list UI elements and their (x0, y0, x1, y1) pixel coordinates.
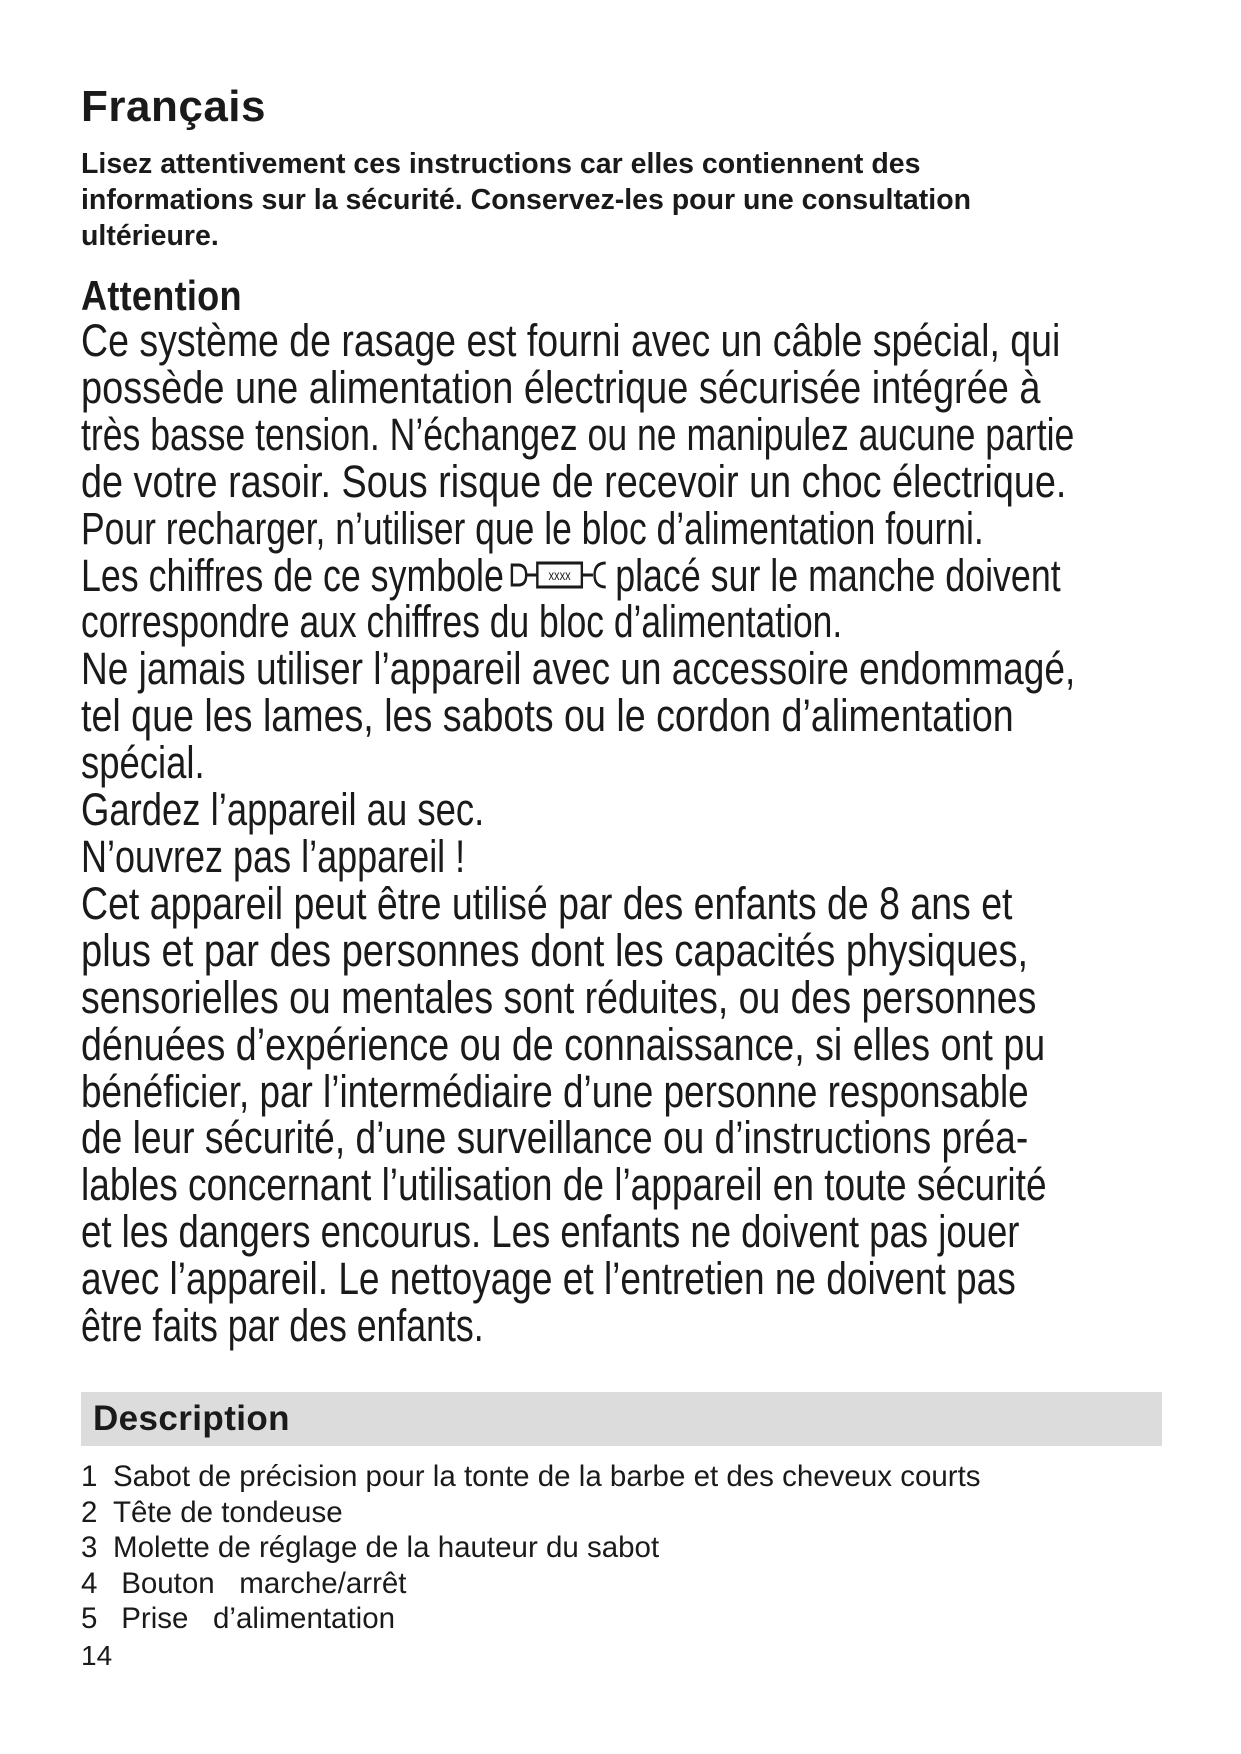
body-line-with-symbol (81, 549, 1061, 601)
intro-line: Lisez attentivement ces instructions car elles contiennent des (81, 148, 921, 180)
item-text: Sabot de précision pour la tonte de la barbe et des cheveux courts (113, 1460, 981, 1493)
body-line: bénéficier, par l’intermédiaire d’une personne responsable (81, 1065, 1029, 1117)
item-number: 3 (81, 1531, 98, 1565)
description-list (81, 1459, 981, 1637)
body-line: avec l’appareil. Le nettoyage et l’entretien ne doivent pas (81, 1253, 1016, 1305)
symbol-line-after: placé sur le manche doivent (615, 549, 1061, 601)
list-item (81, 1495, 981, 1531)
symbol-line-before: Les chiffres de ce symbole (81, 549, 504, 601)
item-number: 2 (81, 1495, 98, 1529)
body-line: correspondre aux chiffres du bloc d’alimentation. (81, 596, 843, 648)
attention-body (81, 315, 1171, 1352)
list-item (81, 1459, 981, 1495)
item-text: Bouton marche/arrêt (113, 1566, 407, 1600)
body-line: possède une alimentation électrique sécurisée intégrée à (81, 361, 1041, 413)
description-header-band (81, 1392, 1162, 1446)
body-line: sensorielles ou mentales sont réduites, ou des personnes (81, 971, 1037, 1023)
page-number: 14 (81, 1640, 113, 1671)
intro-paragraph (81, 146, 1161, 254)
body-line: très basse tension. N’échangez ou ne manipulez aucune partie (81, 408, 1075, 460)
body-line: tel que les lames, les sabots ou le cordon d’alimentation (81, 690, 1014, 742)
intro-line: ultérieure. (81, 220, 219, 252)
body-line: Ce système de rasage est fourni avec un câble spécial, qui (81, 315, 1061, 366)
intro-line: informations sur la sécurité. Conservez-les pour une consultation (81, 184, 972, 216)
language-title: Français (81, 82, 266, 131)
attention-title: Attention (81, 272, 242, 319)
body-line: spécial. (81, 737, 205, 789)
list-item (81, 1601, 981, 1637)
body-line: N’ouvrez pas l’appareil ! (81, 830, 466, 882)
item-text: Tête de tondeuse (113, 1495, 343, 1529)
body-line: de leur sécurité, d’une surveillance ou d’instructions préa- (81, 1112, 1029, 1164)
body-line: plus et par des personnes dont les capacités physiques, (81, 924, 1029, 976)
body-line: être faits par des enfants. (81, 1300, 484, 1352)
list-item (81, 1530, 981, 1566)
list-item (81, 1566, 981, 1602)
item-text: Molette de réglage de la hauteur du sabot (113, 1531, 660, 1565)
body-line: de votre rasoir. Sous risque de recevoir un choc électrique. (81, 455, 1067, 507)
item-number: 4 (81, 1566, 98, 1600)
plug-cable-symbol-icon (505, 555, 613, 595)
description-title: Description (93, 1399, 290, 1438)
body-line: lables concernant l’utilisation de l’appareil en toute sécurité (81, 1159, 1047, 1211)
body-line: Pour recharger, n’utiliser que le bloc d’alimentation fourni. (81, 502, 984, 554)
body-line: Ne jamais utiliser l’appareil avec un accessoire endommagé, (81, 643, 1076, 695)
item-number: 1 (81, 1460, 98, 1493)
item-text: Prise d’alimentation (113, 1602, 396, 1636)
body-line: et les dangers encourus. Les enfants ne doivent pas jouer (81, 1206, 1020, 1258)
body-line: Cet appareil peut être utilisé par des enfants de 8 ans et (81, 877, 1013, 929)
symbol-label: xxxx (548, 567, 571, 583)
body-line: dénuées d’expérience ou de connaissance, si elles ont pu (81, 1018, 1046, 1070)
item-number: 5 (81, 1602, 98, 1636)
body-line: Gardez l’appareil au sec. (81, 784, 485, 836)
